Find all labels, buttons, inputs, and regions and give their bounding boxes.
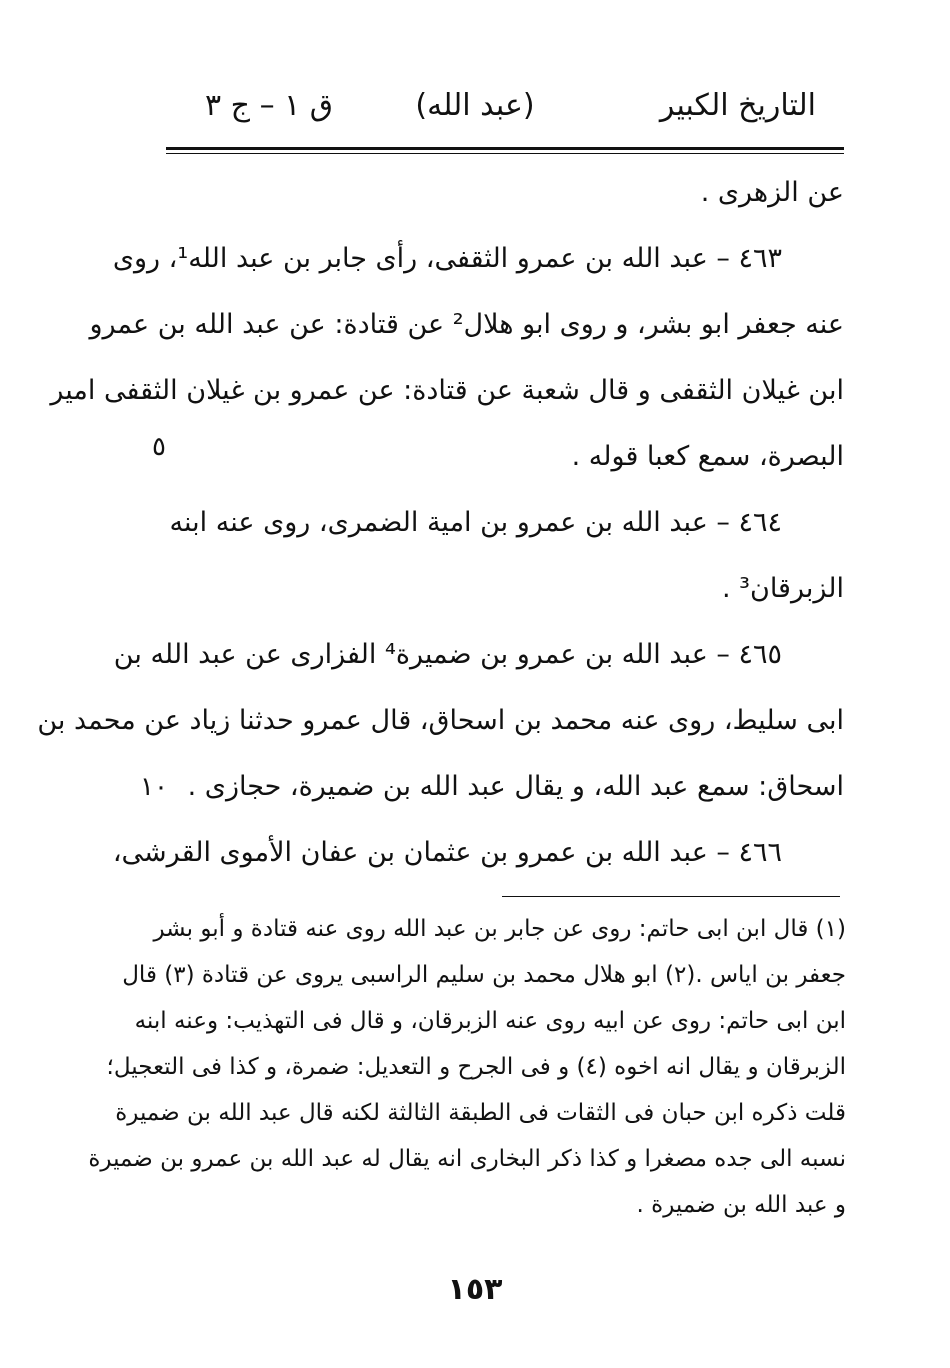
text-line: عنه جعفر ابو بشر، و روى ابو هلال² عن قتادة: عن عبد الله بن عمرو — [89, 309, 844, 340]
page-number: ١٥٣ — [447, 1272, 503, 1307]
footnote-line: جعفر بن اياس .(٢) ابو هلال محمد بن سليم الراسبى يروى عن قتادة (٣) قال — [122, 962, 846, 988]
footnote-line: نسبه الى جده مصغرا و كذا ذكر البخارى انه يقال له عبد الله بن عمرو بن ضميرة — [88, 1146, 846, 1172]
footnote-line: ابن ابى حاتم: روى عن ابيه روى عنه الزبرقان، و قال فى التهذيب: وعنه ابنه — [134, 1008, 846, 1034]
footnote-line: الزبرقان و يقال انه اخوه (٤) و فى الجرح و التعديل: ضمرة، و كذا فى التعجيل؛ — [106, 1054, 846, 1080]
footnote-line: (١) قال ابن ابى حاتم: روى عن جابر بن عبد الله روى عنه قتادة و أبو بشر — [153, 916, 846, 942]
text-line: البصرة، سمع كعبا قوله . — [571, 441, 844, 472]
text-line: ابى سليط، روى عنه محمد بن اسحاق، قال عمرو حدثنا زياد عن محمد بن — [37, 705, 844, 736]
header-rule-thin — [166, 153, 844, 154]
entry-464-line: ٤٦٤ – عبد الله بن عمرو بن امية الضمرى، روى عنه ابنه — [169, 507, 782, 538]
text-line: اسحاق: سمع عبد الله، و يقال عبد الله بن ضميرة، حجازى . — [187, 771, 844, 802]
entry-463-line: ٤٦٣ – عبد الله بن عمرو الثقفى، رأى جابر بن عبد الله¹، روى — [112, 243, 782, 274]
header-rule-thick — [166, 147, 844, 150]
margin-line-number: ١٠ — [140, 772, 168, 802]
footnotes — [88, 906, 846, 1228]
text-line: ابن غيلان الثقفى و قال شعبة عن قتادة: عن عمرو بن غيلان الثقفى امير — [50, 375, 844, 406]
text-line: عن الزهرى . — [700, 177, 844, 208]
footnote-line: قلت ذكره ابن حبان فى الثقات فى الطبقة الثالثة لكنه قال عبد الله بن ضميرة — [115, 1100, 846, 1126]
entry-465-line: ٤٦٥ – عبد الله بن عمرو بن ضميرة⁴ الفزارى عن عبد الله بن — [113, 639, 782, 670]
text-line: الزبرقان³ . — [722, 573, 844, 604]
margin-line-number: ٥ — [152, 432, 166, 462]
running-section: (عبد الله) — [415, 88, 535, 123]
footnote-line: و عبد الله بن ضميرة . — [636, 1192, 846, 1218]
running-title: التاريخ الكبير — [659, 88, 816, 123]
running-volume: ق ١ – ج ٣ — [205, 88, 334, 123]
footnote-rule — [502, 896, 840, 897]
entry-466-line: ٤٦٦ – عبد الله بن عمرو بن عثمان بن عفان الأموى القرشى، — [112, 837, 782, 868]
